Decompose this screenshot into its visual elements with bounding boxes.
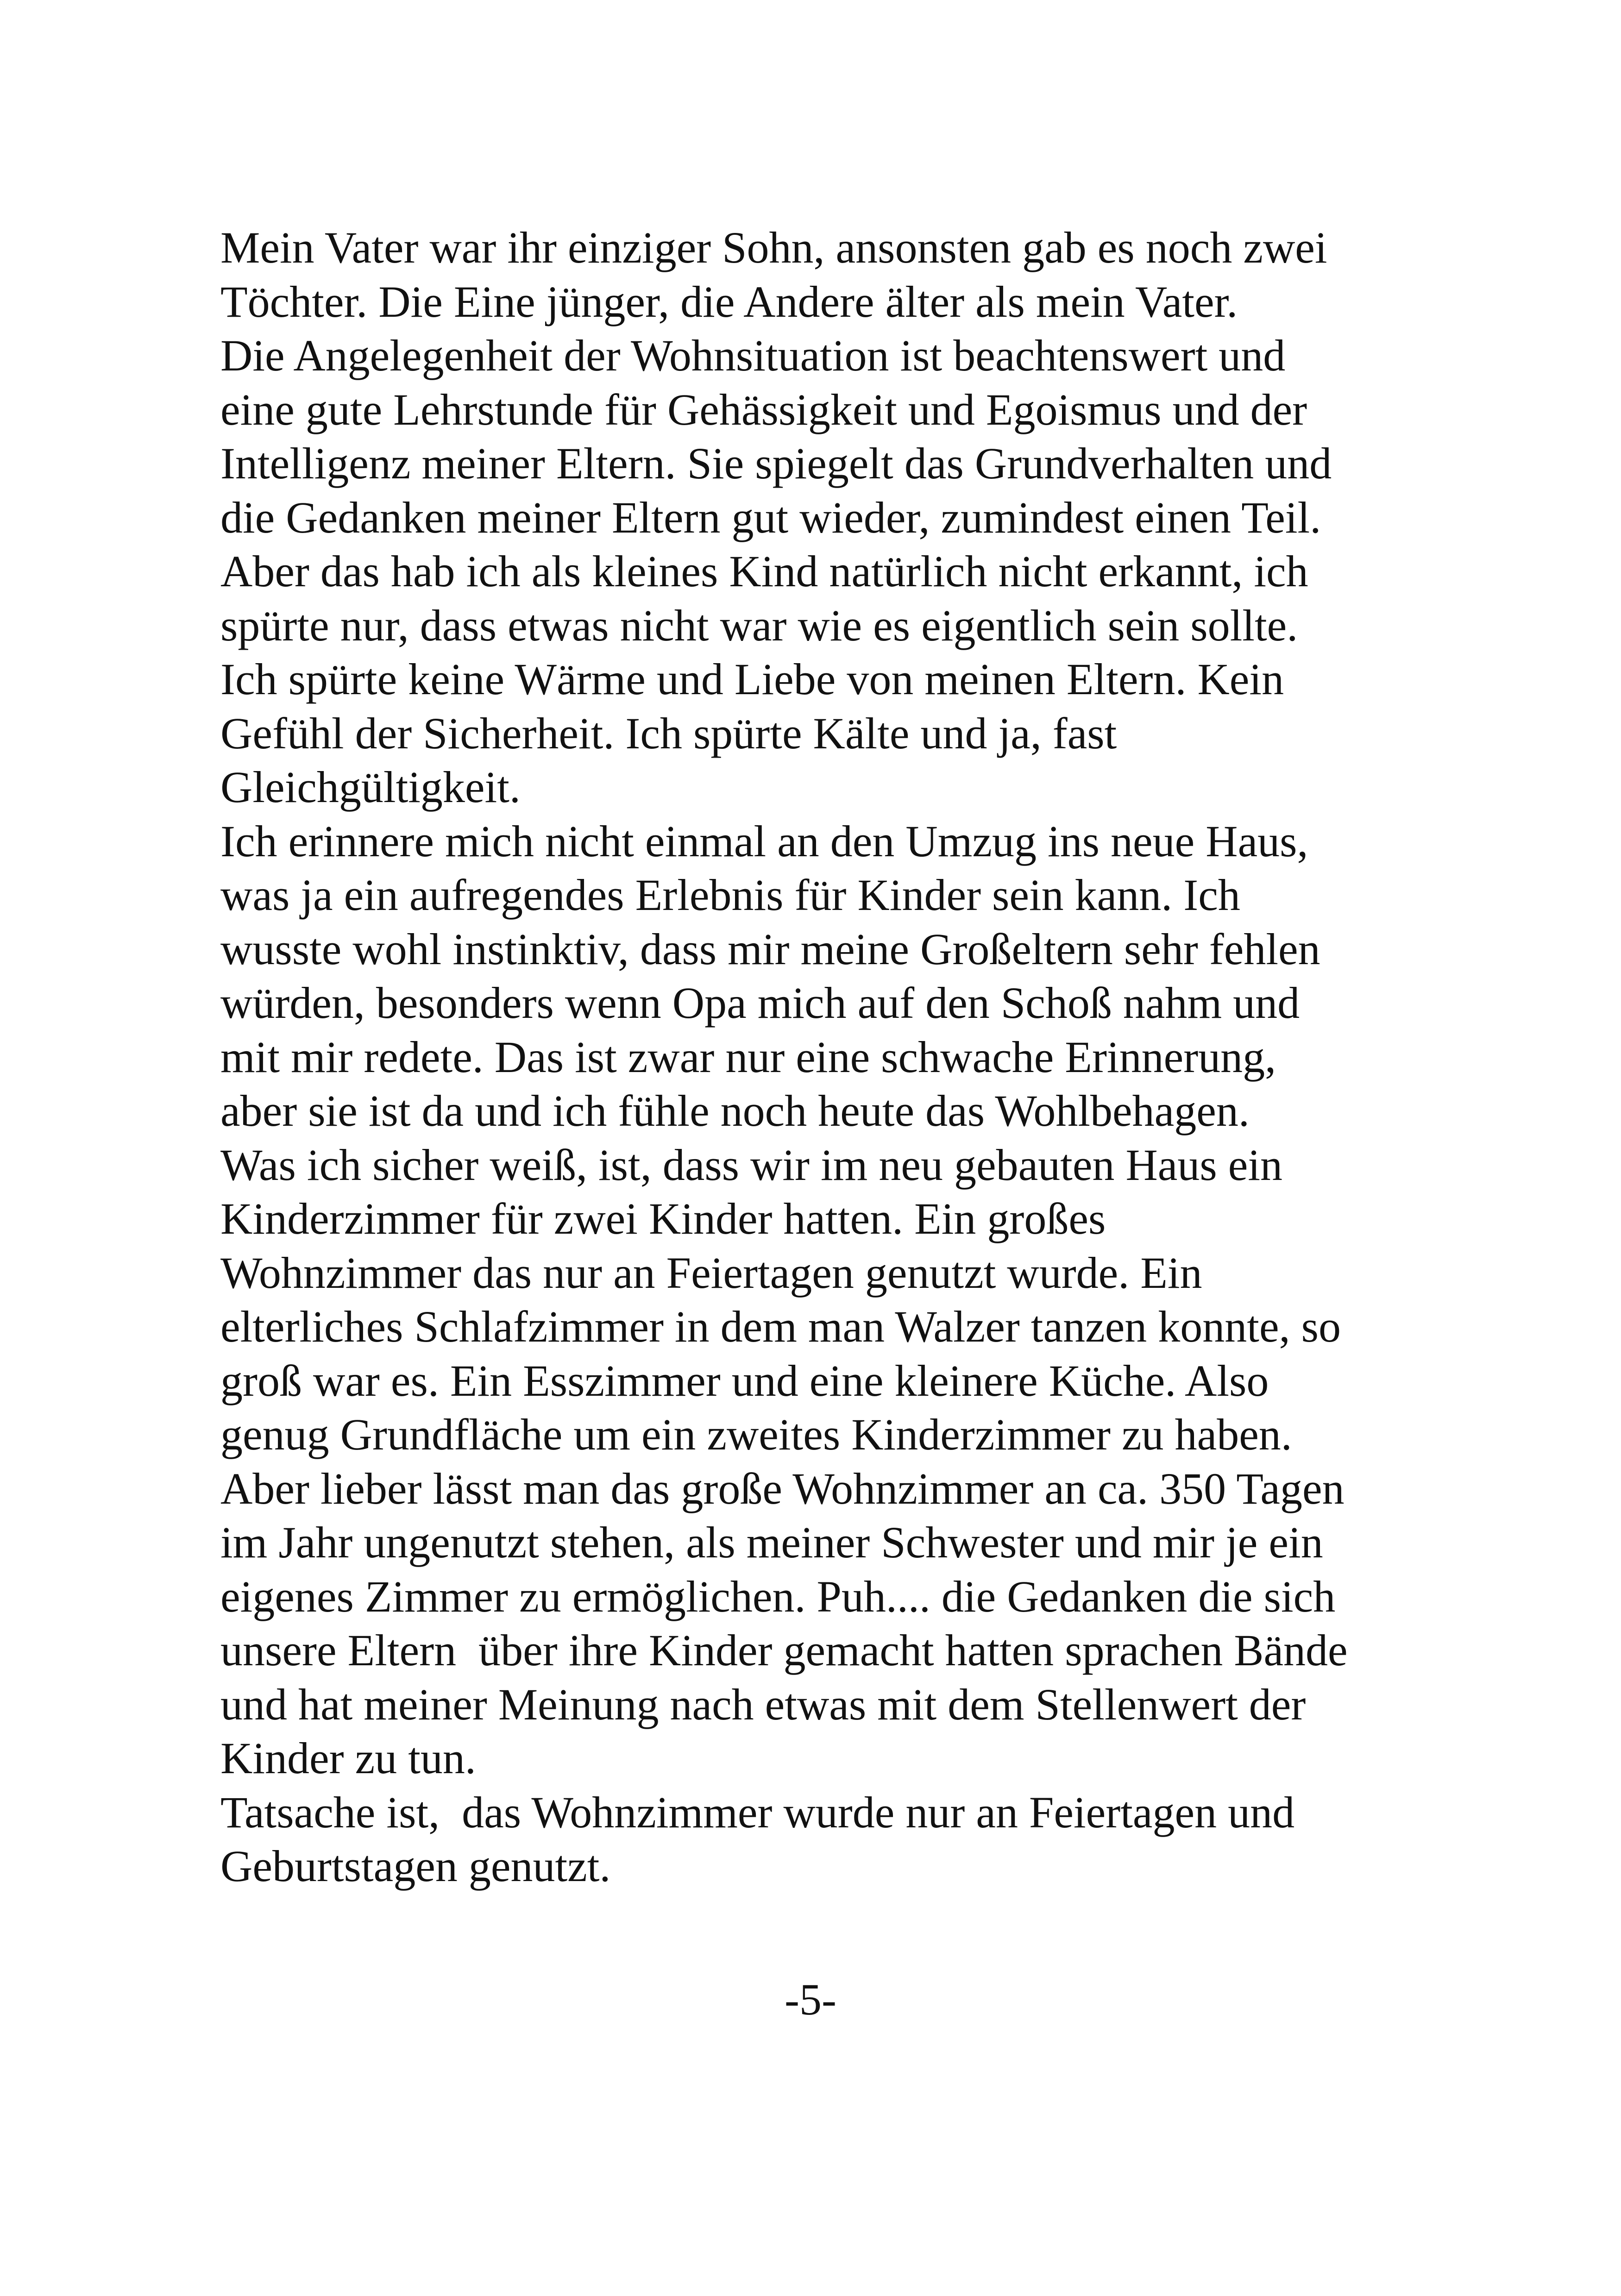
text-line: Ich spürte keine Wärme und Liebe von meinen Eltern. Kein	[220, 654, 1284, 704]
text-line: Gleichgültigkeit.	[220, 762, 521, 812]
text-line: Intelligenz meiner Eltern. Sie spiegelt das Grundverhalten und	[220, 439, 1332, 488]
text-line: Wohnzimmer das nur an Feiertagen genutzt wurde. Ein	[220, 1248, 1202, 1298]
text-line: aber sie ist da und ich fühle noch heute das Wohlbehagen.	[220, 1086, 1250, 1135]
text-line: Die Angelegenheit der Wohnsituation ist beachtenswert und	[220, 331, 1286, 380]
text-line: und hat meiner Meinung nach etwas mit dem Stellenwert der	[220, 1679, 1306, 1729]
text-line: die Gedanken meiner Eltern gut wieder, zumindest einen Teil.	[220, 492, 1321, 542]
text-line: Töchter. Die Eine jünger, die Andere älter als mein Vater.	[220, 276, 1238, 326]
text-line: Aber das hab ich als kleines Kind natürlich nicht erkannt, ich	[220, 546, 1308, 596]
page-number: -5-	[785, 1975, 836, 2024]
text-line: eigenes Zimmer zu ermöglichen. Puh.... die Gedanken die sich	[220, 1571, 1336, 1621]
text-line: Gefühl der Sicherheit. Ich spürte Kälte und ja, fast	[220, 708, 1117, 758]
text-line: groß war es. Ein Esszimmer und eine kleinere Küche. Also	[220, 1355, 1269, 1405]
text-line: Kinder zu tun.	[220, 1733, 476, 1783]
text-line: Tatsache ist, das Wohnzimmer wurde nur an Feiertagen und	[220, 1787, 1295, 1837]
text-line: Aber lieber lässt man das große Wohnzimmer an ca. 350 Tagen	[220, 1463, 1345, 1513]
text-line: Ich erinnere mich nicht einmal an den Umzug ins neue Haus,	[220, 816, 1308, 866]
text-line: würden, besonders wenn Opa mich auf den Schoß nahm und	[220, 978, 1300, 1028]
text-line: eine gute Lehrstunde für Gehässigkeit und Egoismus und der	[220, 384, 1307, 434]
text-line: Kinderzimmer für zwei Kinder hatten. Ein großes	[220, 1194, 1106, 1243]
text-line: Geburtstagen genutzt.	[220, 1841, 611, 1891]
text-line: wusste wohl instinktiv, dass mir meine Großeltern sehr fehlen	[220, 924, 1320, 974]
text-line: im Jahr ungenutzt stehen, als meiner Schwester und mir je ein	[220, 1518, 1323, 1567]
text-line: Was ich sicher weiß, ist, dass wir im neu gebauten Haus ein	[220, 1140, 1283, 1190]
body-text	[220, 221, 1471, 1894]
text-line: Mein Vater war ihr einziger Sohn, ansonsten gab es noch zwei	[220, 223, 1327, 272]
text-line: was ja ein aufregendes Erlebnis für Kinder sein kann. Ich	[220, 870, 1240, 920]
text-line: unsere Eltern über ihre Kinder gemacht hatten sprachen Bände	[220, 1625, 1348, 1675]
text-line: elterliches Schlafzimmer in dem man Walzer tanzen konnte, so	[220, 1302, 1341, 1351]
text-line: spürte nur, dass etwas nicht war wie es eigentlich sein sollte.	[220, 600, 1298, 650]
text-line: genug Grundfläche um ein zweites Kinderzimmer zu haben.	[220, 1410, 1292, 1459]
text-line: mit mir redete. Das ist zwar nur eine schwache Erinnerung,	[220, 1032, 1276, 1082]
